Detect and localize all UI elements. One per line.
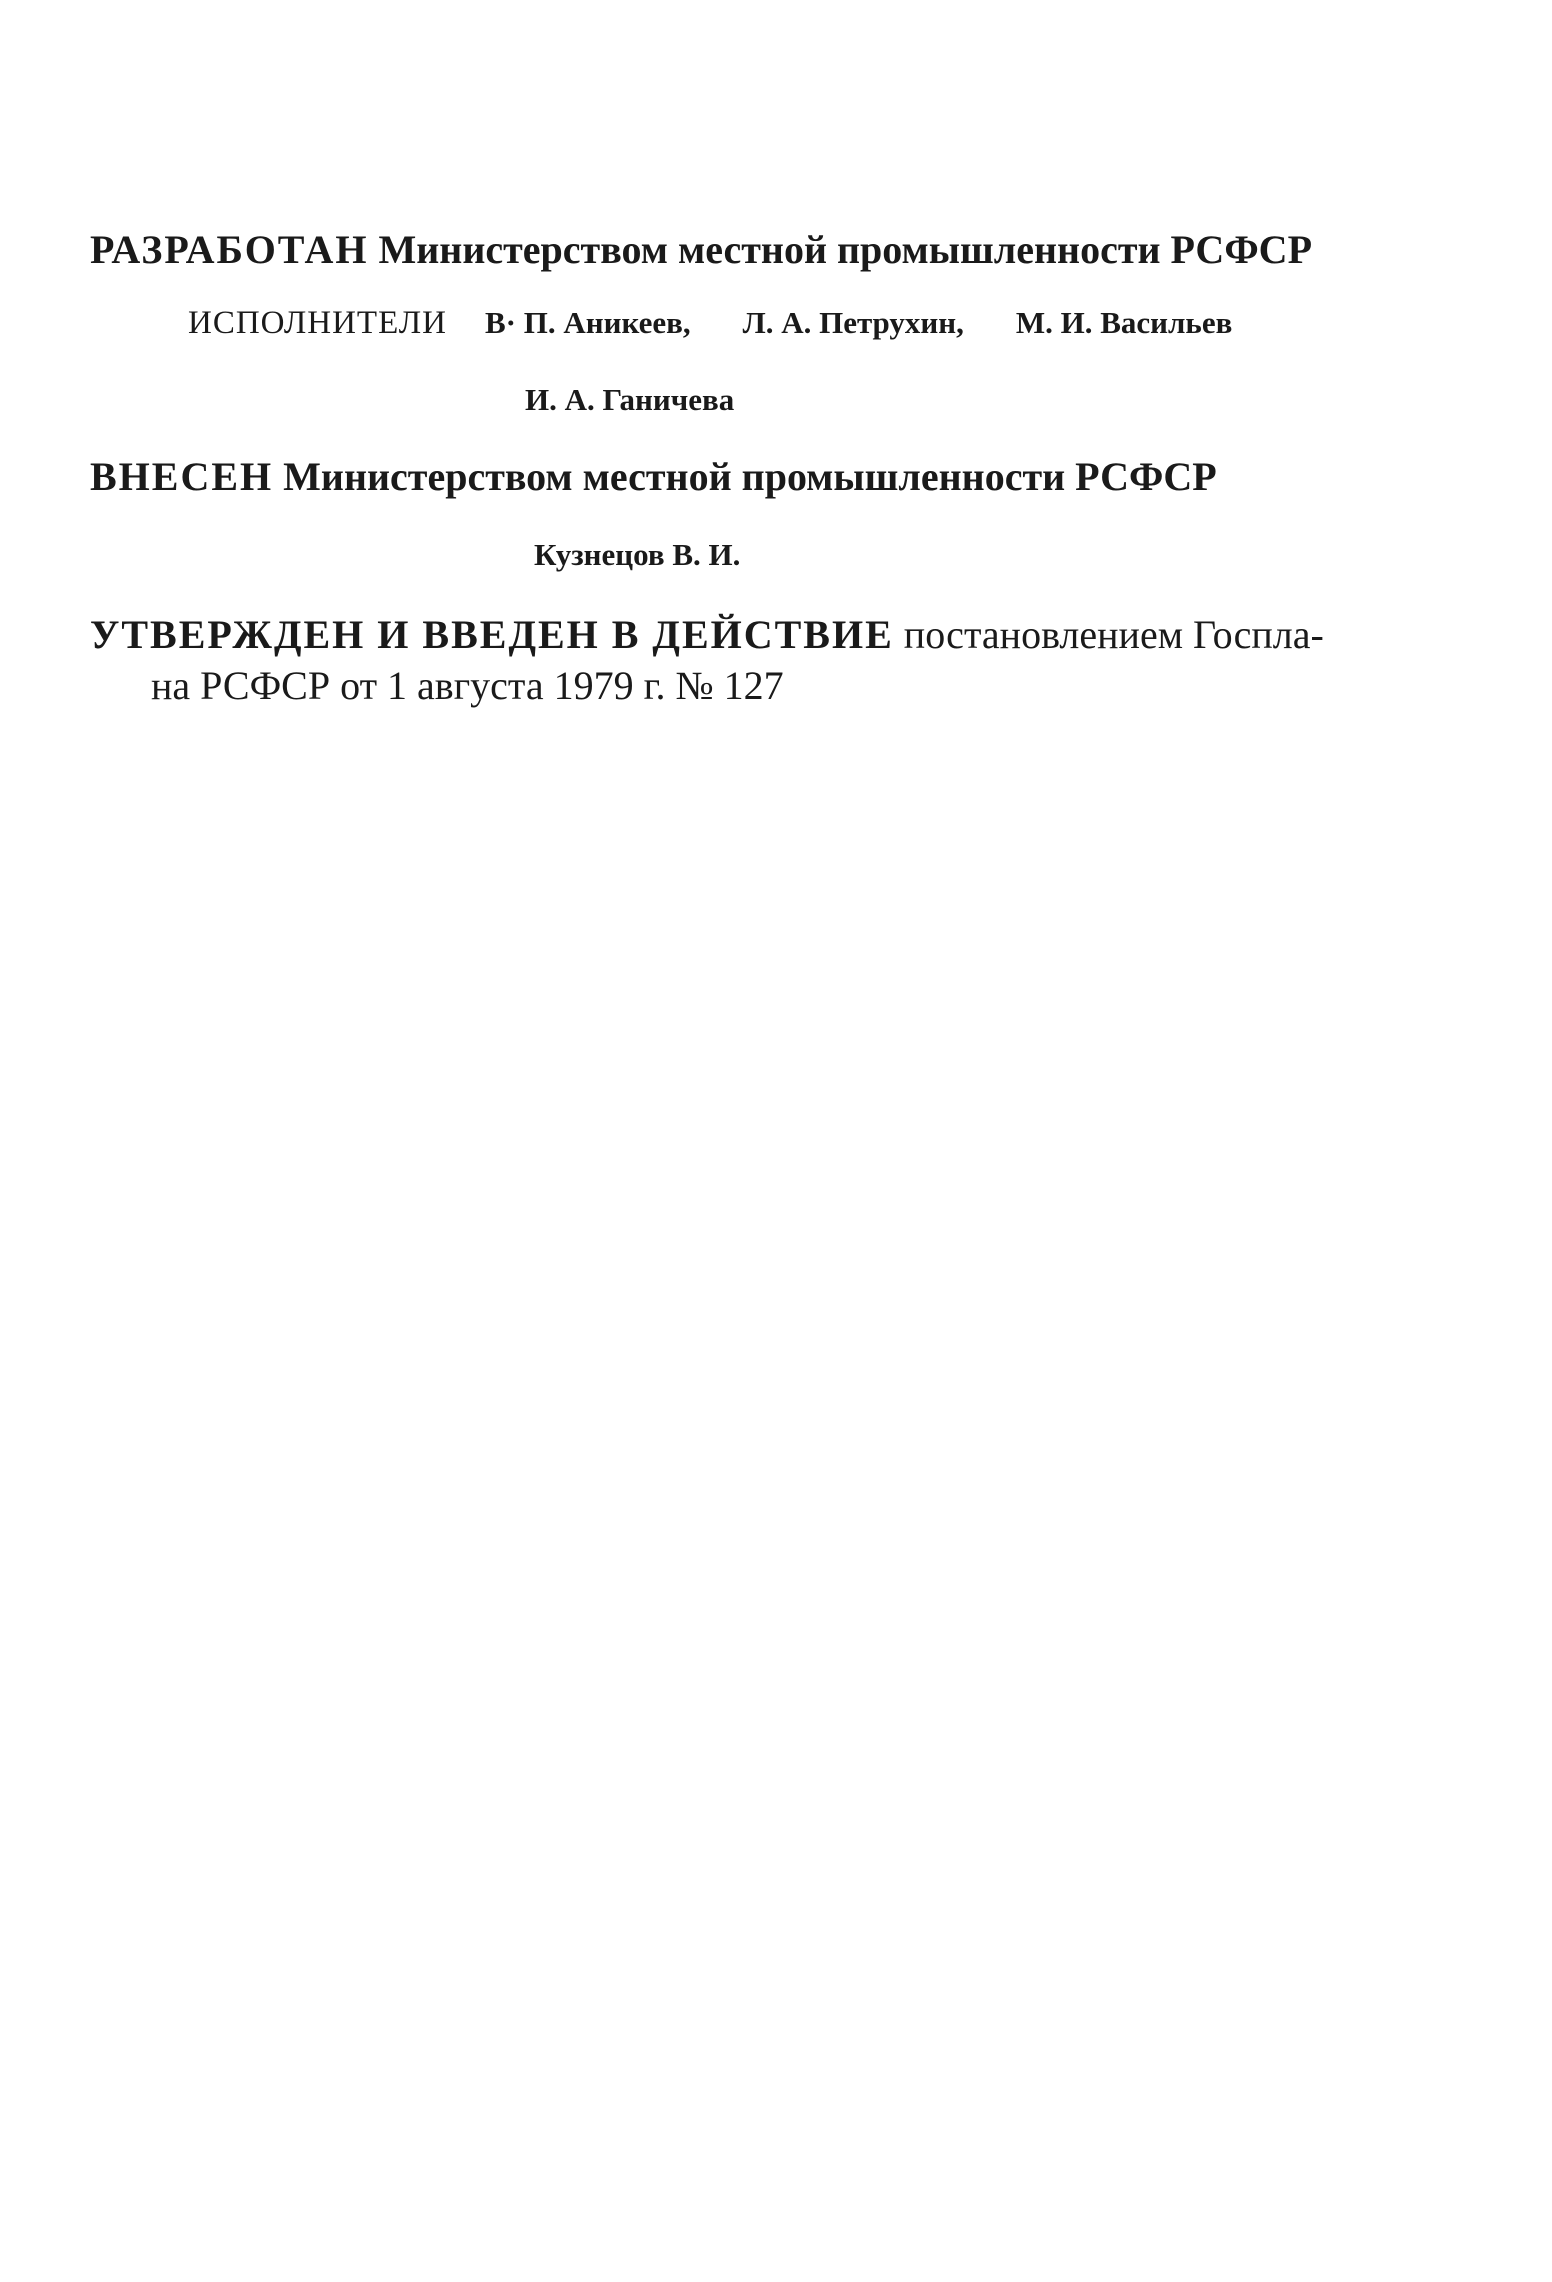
executor-name: В· П. Аникеев, xyxy=(485,305,691,340)
developed-label: РАЗРАБОТАН xyxy=(90,227,369,272)
developed-line xyxy=(90,226,1312,273)
introduced-person: Кузнецов В. И. xyxy=(534,537,741,572)
executor-name: Л. А. Петрухин, xyxy=(742,305,964,340)
approved-line-1 xyxy=(90,611,1324,658)
executor-name: М. И. Васильев xyxy=(1015,305,1233,340)
executors-line xyxy=(188,305,1232,342)
executors-line-2 xyxy=(525,382,734,418)
introduced-organization: Министерством местной промышленности РСФСР xyxy=(283,454,1217,499)
introduced-label: ВНЕСЕН xyxy=(90,454,274,499)
approved-text-1: постановлением Госпла- xyxy=(903,612,1324,657)
approved-label: УТВЕРЖДЕН И ВВЕДЕН В ДЕЙСТВИЕ xyxy=(90,612,894,657)
introduced-person-line xyxy=(534,537,740,573)
executors-label: ИСПОЛНИТЕЛИ xyxy=(188,305,447,341)
introduced-line xyxy=(90,453,1217,500)
executor-name: И. А. Ганичева xyxy=(525,382,735,417)
approved-text-2: на РСФСР от 1 августа 1979 г. № 127 xyxy=(151,663,784,708)
developed-organization: Министерством местной промышленности РСФСР xyxy=(378,227,1312,272)
approved-line-2 xyxy=(151,662,784,709)
